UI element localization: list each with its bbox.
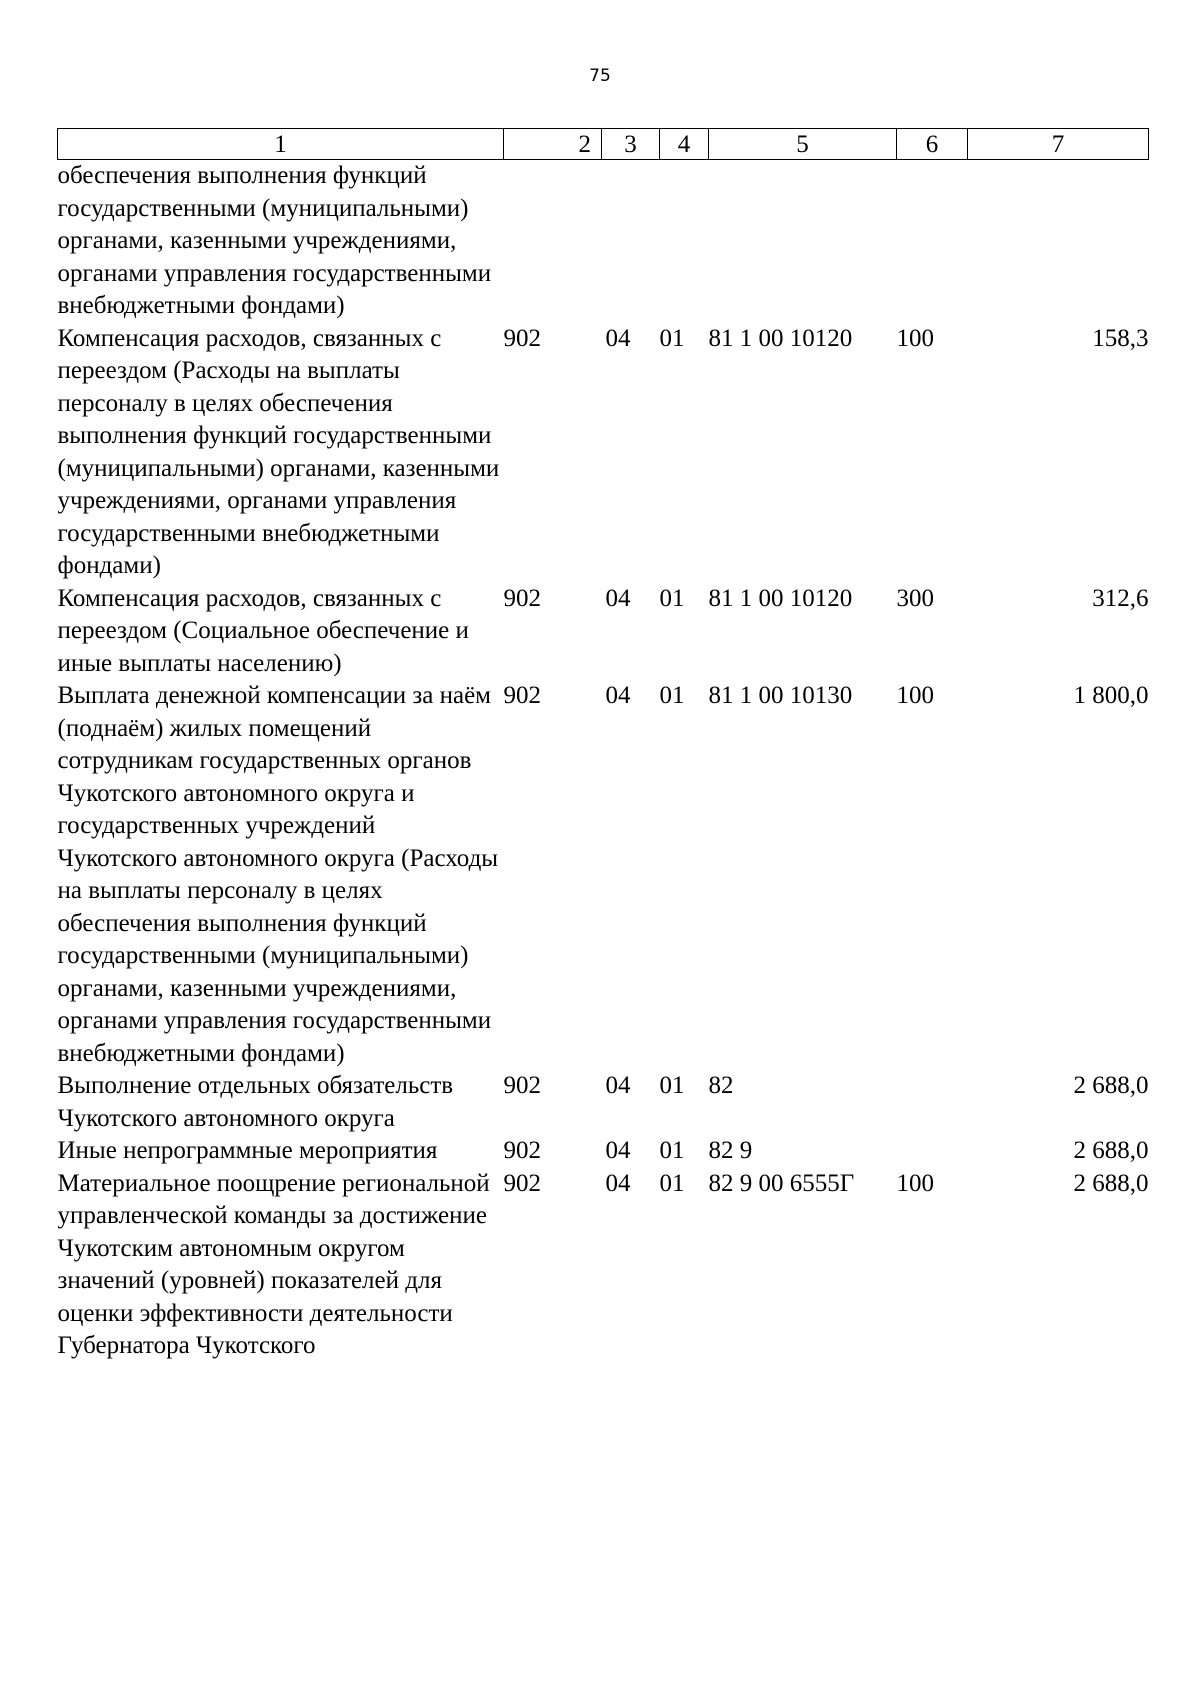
amount-value: 312,6 <box>1092 584 1149 612</box>
section-code <box>602 160 660 323</box>
expense-type-code <box>897 1135 968 1168</box>
expense-item-name: Материальное поощрение региональной управленческой команды за достижение Чукотским автономным округом значений (уровней) показателей для оценки эффективности деятельности Губернатора Чукотского <box>57 1169 490 1359</box>
page-number: 75 <box>589 66 611 86</box>
table-row <box>58 1135 1149 1168</box>
expense-item-name: обеспечения выполнения функций государственными (муниципальными) органами, казенными учреждениями, органами управления государственными внебюджетными фондами) <box>57 162 492 319</box>
target-article-code: 82 <box>708 1072 734 1099</box>
target-article-code: 81 1 00 10120 <box>708 584 853 612</box>
section-code: 04 <box>605 324 631 352</box>
expense-type-code <box>897 160 968 323</box>
target-article-code: 81 1 00 10120 <box>708 324 853 352</box>
amount-value: 2 688,0 <box>1073 1169 1149 1197</box>
subsection-code <box>660 160 709 323</box>
ministry-code <box>504 160 602 323</box>
section-code: 04 <box>605 1169 631 1197</box>
subsection-code: 01 <box>659 1137 685 1164</box>
ministry-code: 902 <box>503 324 541 352</box>
ministry-code: 902 <box>503 1072 541 1099</box>
ministry-code: 902 <box>503 682 541 709</box>
amount-value: 2 688,0 <box>1073 1137 1149 1164</box>
section-code: 04 <box>605 682 631 709</box>
column-header-1: 1 <box>58 129 504 160</box>
amount-value <box>968 160 1149 323</box>
subsection-code: 01 <box>659 1169 685 1197</box>
expense-type-code: 100 <box>896 1169 934 1197</box>
ministry-code: 902 <box>503 1137 541 1164</box>
column-header-4: 4 <box>660 129 709 160</box>
expense-type-code <box>897 1070 968 1135</box>
column-header-5: 5 <box>709 129 897 160</box>
expense-type-code: 300 <box>896 584 934 612</box>
subsection-code: 01 <box>659 682 685 709</box>
header-row <box>58 129 1149 160</box>
expense-item-name: Компенсация расходов, связанных с переездом (Социальное обеспечение и иные выплаты населению) <box>57 584 469 677</box>
table-row <box>58 1168 1149 1363</box>
amount-value: 1 800,0 <box>1073 682 1149 709</box>
subsection-code: 01 <box>659 1072 685 1099</box>
subsection-code: 01 <box>659 324 685 352</box>
amount-value: 158,3 <box>1092 324 1149 352</box>
expense-item-name: Выплата денежной компенсации за наём (поднаём) жилых помещений сотрудникам государственных органов Чукотского автономного округа и государственных учреждений Чукотского автономного округа (Расходы на выплаты персоналу в целях обеспечения выполнения функций государственными (муниципальными) органами, казенными учреждениями, органами управления государственными внебюджетными фондами) <box>57 682 499 1067</box>
target-article-code: 82 9 <box>708 1137 753 1164</box>
ministry-code: 902 <box>503 584 541 612</box>
column-header-3: 3 <box>602 129 660 160</box>
section-code: 04 <box>605 1072 631 1099</box>
section-code: 04 <box>605 1137 631 1164</box>
target-article-code: 82 9 00 6555Г <box>708 1169 855 1197</box>
target-article-code: 81 1 00 10130 <box>708 682 853 709</box>
expense-item-name: Компенсация расходов, связанных с переездом (Расходы на выплаты персоналу в целях обеспечения выполнения функций государственными (муниципальными) органами, казенными учреждениями, органами управления государственными внебюджетными фондами) <box>57 324 500 579</box>
expense-type-code: 100 <box>896 324 934 352</box>
subsection-code: 01 <box>659 584 685 612</box>
table-row <box>58 680 1149 1070</box>
column-header-7: 7 <box>968 129 1149 160</box>
column-header-2: 2 <box>504 129 602 160</box>
expense-item-name: Иные непрограммные мероприятия <box>57 1137 438 1164</box>
expense-type-code: 100 <box>896 682 934 709</box>
ministry-code: 902 <box>503 1169 541 1197</box>
target-article-code <box>709 160 897 323</box>
table-body <box>58 160 1149 1363</box>
amount-value: 2 688,0 <box>1073 1072 1149 1099</box>
table-row <box>58 323 1149 583</box>
expense-item-name: Выполнение отдельных обязательств Чукотского автономного округа <box>57 1072 454 1132</box>
table-row <box>58 160 1149 323</box>
section-code: 04 <box>605 584 631 612</box>
budget-table <box>57 128 1149 1363</box>
column-header-6: 6 <box>897 129 968 160</box>
table-header <box>58 129 1149 160</box>
table-row <box>58 583 1149 681</box>
table-row <box>58 1070 1149 1135</box>
